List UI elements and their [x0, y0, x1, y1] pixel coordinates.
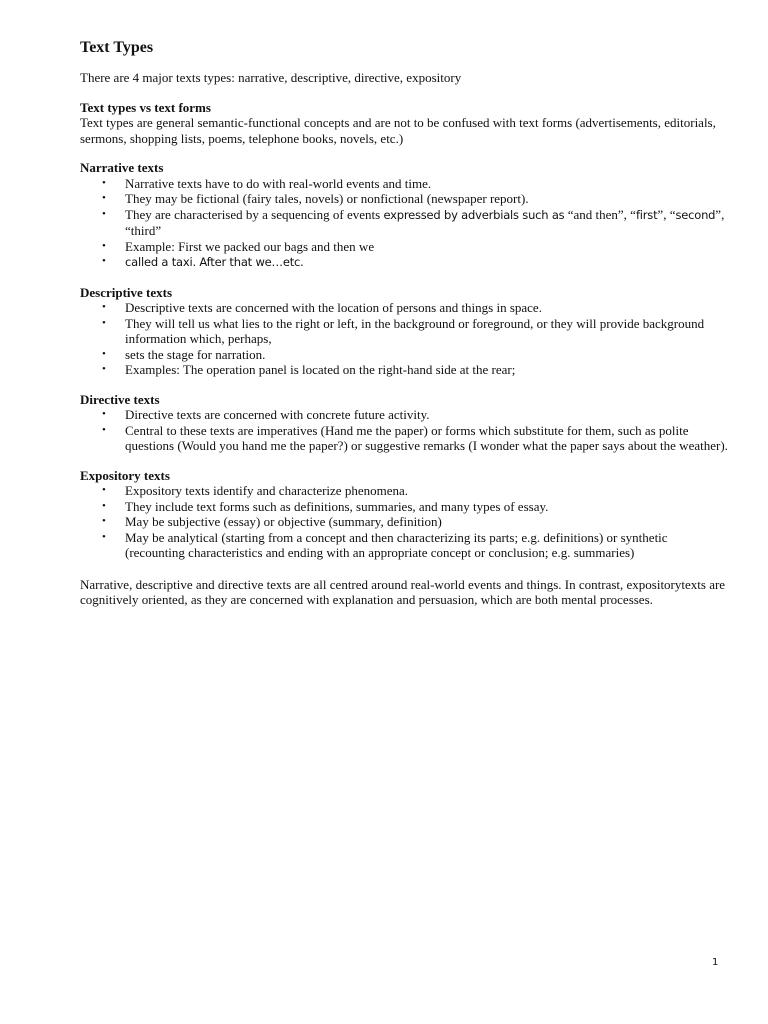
- list-item-text: May be analytical (starting from a concept and then characterizing its parts; e.g. definitions) or synthetic (recounting characteristics and ending with an appropriate concept or conclusion; e.g. summaries): [125, 529, 668, 560]
- list-item-text-sans: called a taxi. After that we…etc.: [125, 255, 304, 269]
- list-item-text: May be subjective (essay) or objective (summary, definition): [125, 514, 442, 529]
- narrative-list: [80, 176, 730, 271]
- list-item-text-sans: first: [635, 207, 658, 222]
- list-item-text: They are characterised by a sequencing of events: [125, 206, 384, 222]
- list-item: [80, 254, 730, 271]
- expository-list: [80, 483, 730, 561]
- document-body: [80, 38, 730, 608]
- list-item-text: Descriptive texts are concerned with the location of persons and things in space.: [125, 300, 542, 315]
- list-item-text-sans: second: [675, 207, 716, 222]
- list-item: [80, 530, 730, 561]
- list-item: [80, 239, 730, 255]
- bullet-icon: •: [102, 192, 106, 204]
- bullet-icon: •: [102, 530, 106, 543]
- bullet-icon: •: [102, 255, 106, 267]
- section-heading-expository: Expository texts: [80, 467, 170, 483]
- list-item-text: ”, “third”: [125, 206, 725, 238]
- list-item: [80, 176, 730, 192]
- bullet-icon: •: [102, 239, 106, 252]
- list-item-text: Central to these texts are imperatives (Hand me the paper) or forms which substitute for them, such as polite questions (Would you hand me the paper?) or suggestive remarks (I wonder what the paper says about the weather).: [125, 422, 728, 453]
- closing-paragraph: Narrative, descriptive and directive texts are all centred around real-world events and things. In contrast, expositorytexts are cognitively oriented, as they are concerned with explanation and persuasion, which are both mental processes.: [80, 576, 726, 607]
- intro-paragraph: There are 4 major texts types: narrative, descriptive, directive, expository: [80, 70, 462, 85]
- bullet-icon: •: [102, 301, 106, 313]
- bullet-icon: •: [102, 484, 106, 496]
- page-title: Text Types: [80, 39, 154, 56]
- list-item-text: They will tell us what lies to the right or left, in the background or foreground, or they will provide background information which, perhaps,: [125, 315, 705, 346]
- list-item-text: Example: First we packed our bags and then we: [125, 238, 375, 254]
- list-item: [80, 347, 730, 363]
- bullet-icon: •: [102, 316, 106, 329]
- list-item: [80, 499, 730, 515]
- text-forms-paragraph: Text types are general semantic-functional concepts and are not to be confused with text forms (advertisements, editorials, sermons, shopping lists, poems, telephone books, novels, etc.): [80, 115, 716, 146]
- section-text-forms: [80, 100, 730, 147]
- list-item-text: Directive texts are concerned with concrete future activity.: [125, 407, 430, 422]
- list-item-text: Expository texts identify and characterize phenomena.: [125, 483, 409, 498]
- list-item-text: sets the stage for narration.: [125, 346, 266, 362]
- bullet-icon: •: [102, 515, 106, 527]
- bullet-icon: •: [102, 363, 106, 375]
- section-narrative: [80, 160, 730, 271]
- list-item-text: Examples: The operation panel is located on the right-hand side at the rear;: [125, 362, 516, 377]
- descriptive-list: [80, 300, 730, 378]
- list-item: [80, 300, 730, 316]
- bullet-icon: •: [102, 499, 106, 512]
- bullet-icon: •: [102, 176, 106, 189]
- list-item: [80, 483, 730, 499]
- list-item: [80, 316, 730, 347]
- list-item-text: They include text forms such as definitions, summaries, and many types of essay.: [125, 498, 549, 514]
- directive-list: [80, 407, 730, 454]
- section-heading-narrative: Narrative texts: [80, 160, 164, 175]
- section-directive: [80, 392, 730, 454]
- bullet-icon: •: [102, 347, 106, 360]
- section-heading-descriptive: Descriptive texts: [80, 284, 173, 300]
- section-expository: [80, 468, 730, 561]
- list-item: [80, 191, 730, 207]
- section-heading-directive: Directive texts: [80, 391, 160, 407]
- list-item-text: ”, “: [657, 206, 676, 222]
- section-heading-text-forms: Text types vs text forms: [80, 99, 211, 115]
- list-item: [80, 423, 730, 454]
- bullet-icon: •: [102, 207, 106, 220]
- list-item: [80, 514, 730, 530]
- list-item: [80, 407, 730, 423]
- list-item-text-sans: expressed by adverbials such as: [383, 207, 565, 222]
- bullet-icon: •: [102, 423, 106, 436]
- list-item-text: They may be fictional (fairy tales, novels) or nonfictional (newspaper report).: [125, 191, 529, 206]
- list-item-text: Narrative texts have to do with real-world events and time.: [125, 175, 432, 191]
- bullet-icon: •: [102, 408, 106, 420]
- page-number: 1: [712, 957, 719, 968]
- section-descriptive: [80, 285, 730, 378]
- list-item: [80, 362, 730, 378]
- list-item-text: “and then”, “: [564, 206, 636, 222]
- list-item: [80, 207, 730, 239]
